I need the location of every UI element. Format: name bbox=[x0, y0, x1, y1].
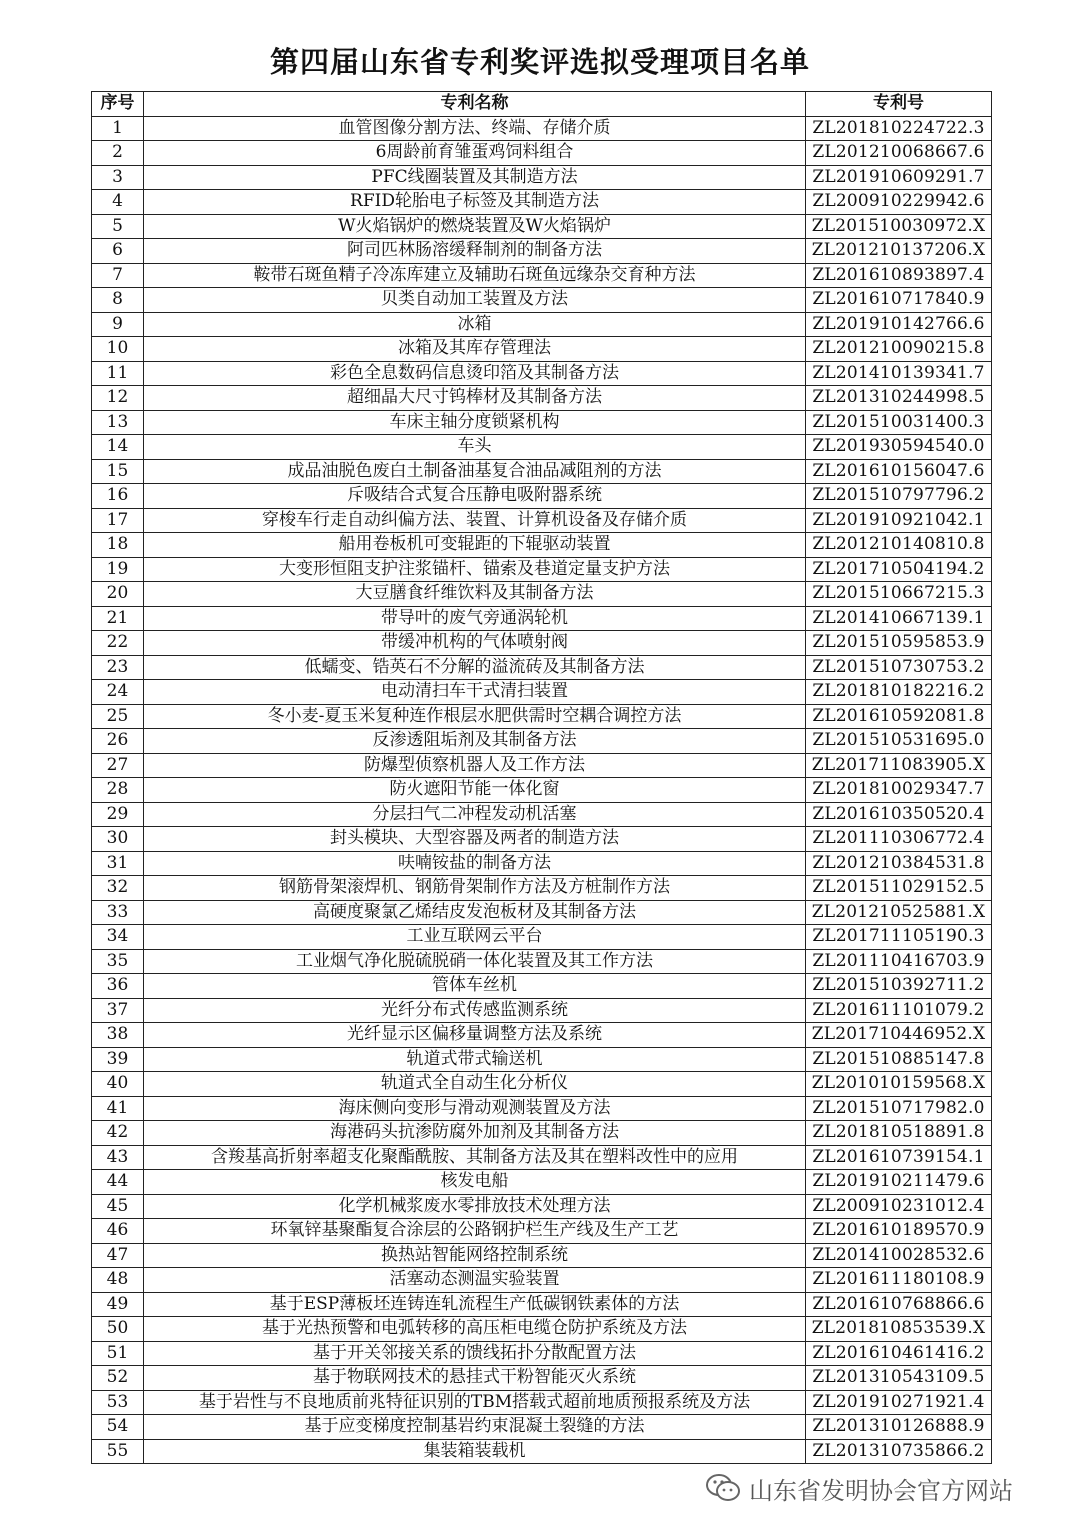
row-patent-name: 封头模块、大型容器及两者的制造方法 bbox=[144, 827, 806, 852]
table-row bbox=[92, 165, 992, 190]
row-index: 40 bbox=[92, 1072, 144, 1097]
table-row bbox=[92, 1121, 992, 1146]
row-index: 9 bbox=[92, 312, 144, 337]
row-index: 50 bbox=[92, 1317, 144, 1342]
row-patent-name: 换热站智能网络控制系统 bbox=[144, 1243, 806, 1268]
table-row bbox=[92, 802, 992, 827]
row-patent-number: ZL201010159568.X bbox=[806, 1072, 992, 1097]
row-index: 25 bbox=[92, 704, 144, 729]
row-patent-number: ZL201410139341.7 bbox=[806, 361, 992, 386]
row-patent-number: ZL201910271921.4 bbox=[806, 1390, 992, 1415]
row-patent-name: 反渗透阻垢剂及其制备方法 bbox=[144, 729, 806, 754]
row-patent-name: 阿司匹林肠溶缓释制剂的制备方法 bbox=[144, 239, 806, 264]
table-row bbox=[92, 1023, 992, 1048]
row-index: 54 bbox=[92, 1415, 144, 1440]
row-patent-number: ZL201110416703.9 bbox=[806, 949, 992, 974]
table-row bbox=[92, 435, 992, 460]
row-patent-number: ZL201711083905.X bbox=[806, 753, 992, 778]
table-header-row bbox=[92, 92, 992, 117]
table-row bbox=[92, 214, 992, 239]
row-patent-name: 集装箱装载机 bbox=[144, 1439, 806, 1464]
row-patent-number: ZL201710446952.X bbox=[806, 1023, 992, 1048]
row-index: 23 bbox=[92, 655, 144, 680]
row-index: 16 bbox=[92, 484, 144, 509]
row-patent-name: 斥吸结合式复合压静电吸附器系统 bbox=[144, 484, 806, 509]
row-patent-number: ZL201410667139.1 bbox=[806, 606, 992, 631]
row-index: 17 bbox=[92, 508, 144, 533]
row-index: 55 bbox=[92, 1439, 144, 1464]
watermark-text: 山东省发明协会官方网站 bbox=[749, 1476, 1013, 1505]
row-patent-name: 防爆型侦察机器人及工作方法 bbox=[144, 753, 806, 778]
row-index: 45 bbox=[92, 1194, 144, 1219]
row-patent-name: 海床侧向变形与滑动观测装置及方法 bbox=[144, 1096, 806, 1121]
table-row bbox=[92, 1390, 992, 1415]
patent-table bbox=[91, 91, 992, 1464]
row-patent-name: 6周龄前育雏蛋鸡饲料组合 bbox=[144, 141, 806, 166]
row-patent-name: 化学机械浆废水零排放技术处理方法 bbox=[144, 1194, 806, 1219]
row-index: 38 bbox=[92, 1023, 144, 1048]
row-index: 2 bbox=[92, 141, 144, 166]
row-index: 36 bbox=[92, 974, 144, 999]
row-patent-name: 基于ESP薄板坯连铸连轧流程生产低碳钢铁素体的方法 bbox=[144, 1292, 806, 1317]
row-patent-name: 工业互联网云平台 bbox=[144, 925, 806, 950]
row-patent-name: PFC线圈装置及其制造方法 bbox=[144, 165, 806, 190]
row-patent-name: 轨道式全自动生化分析仪 bbox=[144, 1072, 806, 1097]
table-row bbox=[92, 1072, 992, 1097]
table-row bbox=[92, 1268, 992, 1293]
row-index: 47 bbox=[92, 1243, 144, 1268]
row-patent-number: ZL200910231012.4 bbox=[806, 1194, 992, 1219]
row-index: 22 bbox=[92, 631, 144, 656]
row-index: 49 bbox=[92, 1292, 144, 1317]
table-row bbox=[92, 778, 992, 803]
table-row bbox=[92, 827, 992, 852]
row-patent-name: W火焰锅炉的燃烧装置及W火焰锅炉 bbox=[144, 214, 806, 239]
row-patent-number: ZL201810182216.2 bbox=[806, 680, 992, 705]
row-patent-name: 基于应变梯度控制基岩约束混凝土裂缝的方法 bbox=[144, 1415, 806, 1440]
row-patent-name: 彩色全息数码信息烫印箔及其制备方法 bbox=[144, 361, 806, 386]
wechat-icon bbox=[705, 1473, 741, 1503]
row-patent-number: ZL201210525881.X bbox=[806, 900, 992, 925]
table-row bbox=[92, 876, 992, 901]
page-title: 第四届山东省专利奖评选拟受理项目名单 bbox=[269, 45, 810, 79]
row-patent-name: 基于光热预警和电弧转移的高压柜电缆仓防护系统及方法 bbox=[144, 1317, 806, 1342]
row-patent-number: ZL201510717982.0 bbox=[806, 1096, 992, 1121]
row-patent-name: 海港码头抗渗防腐外加剂及其制备方法 bbox=[144, 1121, 806, 1146]
row-index: 51 bbox=[92, 1341, 144, 1366]
row-patent-name: 工业烟气净化脱硫脱硝一体化装置及其工作方法 bbox=[144, 949, 806, 974]
row-index: 37 bbox=[92, 998, 144, 1023]
row-patent-number: ZL201210137206.X bbox=[806, 239, 992, 264]
row-patent-number: ZL201210384531.8 bbox=[806, 851, 992, 876]
row-patent-name: 电动清扫车干式清扫装置 bbox=[144, 680, 806, 705]
row-patent-name: 轨道式带式输送机 bbox=[144, 1047, 806, 1072]
row-index: 30 bbox=[92, 827, 144, 852]
table-row bbox=[92, 141, 992, 166]
table-row bbox=[92, 1047, 992, 1072]
header-index: 序号 bbox=[92, 92, 144, 117]
row-patent-number: ZL201610893897.4 bbox=[806, 263, 992, 288]
row-patent-number: ZL201510797796.2 bbox=[806, 484, 992, 509]
row-index: 32 bbox=[92, 876, 144, 901]
row-index: 13 bbox=[92, 410, 144, 435]
table-row bbox=[92, 1341, 992, 1366]
row-index: 52 bbox=[92, 1366, 144, 1391]
table-row bbox=[92, 557, 992, 582]
row-patent-number: ZL201810518891.8 bbox=[806, 1121, 992, 1146]
row-index: 26 bbox=[92, 729, 144, 754]
row-patent-number: ZL201410028532.6 bbox=[806, 1243, 992, 1268]
table-row bbox=[92, 337, 992, 362]
row-patent-number: ZL201310244998.5 bbox=[806, 386, 992, 411]
row-patent-name: 血管图像分割方法、终端、存储介质 bbox=[144, 116, 806, 141]
row-patent-number: ZL201611101079.2 bbox=[806, 998, 992, 1023]
table-row bbox=[92, 484, 992, 509]
row-patent-name: 活塞动态测温实验装置 bbox=[144, 1268, 806, 1293]
row-patent-number: ZL201210090215.8 bbox=[806, 337, 992, 362]
table-row bbox=[92, 312, 992, 337]
row-index: 11 bbox=[92, 361, 144, 386]
row-patent-number: ZL201810029347.7 bbox=[806, 778, 992, 803]
table-row bbox=[92, 1366, 992, 1391]
row-patent-name: 高硬度聚氯乙烯结皮发泡板材及其制备方法 bbox=[144, 900, 806, 925]
table-row bbox=[92, 1170, 992, 1195]
table-row bbox=[92, 680, 992, 705]
row-patent-number: ZL201710504194.2 bbox=[806, 557, 992, 582]
table-row bbox=[92, 851, 992, 876]
table-row bbox=[92, 1439, 992, 1464]
row-patent-number: ZL201510392711.2 bbox=[806, 974, 992, 999]
row-patent-number: ZL201610461416.2 bbox=[806, 1341, 992, 1366]
row-patent-number: ZL201610739154.1 bbox=[806, 1145, 992, 1170]
row-patent-number: ZL201510885147.8 bbox=[806, 1047, 992, 1072]
row-patent-name: 穿梭车行走自动纠偏方法、装置、计算机设备及存储介质 bbox=[144, 508, 806, 533]
row-patent-number: ZL201930594540.0 bbox=[806, 435, 992, 460]
table-row bbox=[92, 533, 992, 558]
row-index: 3 bbox=[92, 165, 144, 190]
row-index: 27 bbox=[92, 753, 144, 778]
row-patent-name: 环氧锌基聚酯复合涂层的公路钢护栏生产线及生产工艺 bbox=[144, 1219, 806, 1244]
table-row bbox=[92, 631, 992, 656]
row-index: 10 bbox=[92, 337, 144, 362]
row-patent-name: 分层扫气二冲程发动机活塞 bbox=[144, 802, 806, 827]
row-patent-number: ZL201510730753.2 bbox=[806, 655, 992, 680]
table-row bbox=[92, 974, 992, 999]
row-patent-number: ZL201611180108.9 bbox=[806, 1268, 992, 1293]
table-row bbox=[92, 1317, 992, 1342]
table-row bbox=[92, 1415, 992, 1440]
row-index: 14 bbox=[92, 435, 144, 460]
row-index: 20 bbox=[92, 582, 144, 607]
row-patent-number: ZL201310543109.5 bbox=[806, 1366, 992, 1391]
row-patent-number: ZL201310126888.9 bbox=[806, 1415, 992, 1440]
table-row bbox=[92, 925, 992, 950]
row-index: 21 bbox=[92, 606, 144, 631]
table-row bbox=[92, 949, 992, 974]
row-patent-number: ZL201610156047.6 bbox=[806, 459, 992, 484]
row-patent-number: ZL201610350520.4 bbox=[806, 802, 992, 827]
row-patent-number: ZL201910211479.6 bbox=[806, 1170, 992, 1195]
row-patent-name: 带导叶的废气旁通涡轮机 bbox=[144, 606, 806, 631]
row-patent-name: 基于开关邻接关系的馈线拓扑分散配置方法 bbox=[144, 1341, 806, 1366]
row-patent-name: 钢筋骨架滚焊机、钢筋骨架制作方法及方桩制作方法 bbox=[144, 876, 806, 901]
row-patent-number: ZL201510030972.X bbox=[806, 214, 992, 239]
table-row bbox=[92, 459, 992, 484]
table-row bbox=[92, 1145, 992, 1170]
row-index: 31 bbox=[92, 851, 144, 876]
table-row bbox=[92, 998, 992, 1023]
row-patent-name: 核发电船 bbox=[144, 1170, 806, 1195]
table-row bbox=[92, 729, 992, 754]
row-patent-number: ZL201510031400.3 bbox=[806, 410, 992, 435]
table-row bbox=[92, 410, 992, 435]
row-patent-name: 鞍带石斑鱼精子冷冻库建立及辅助石斑鱼远缘杂交育种方法 bbox=[144, 263, 806, 288]
row-index: 44 bbox=[92, 1170, 144, 1195]
row-patent-number: ZL201210140810.8 bbox=[806, 533, 992, 558]
row-patent-number: ZL201610717840.9 bbox=[806, 288, 992, 313]
row-patent-number: ZL201910142766.6 bbox=[806, 312, 992, 337]
row-patent-number: ZL201810224722.3 bbox=[806, 116, 992, 141]
row-patent-number: ZL201510667215.3 bbox=[806, 582, 992, 607]
row-patent-name: 超细晶大尺寸钨棒材及其制备方法 bbox=[144, 386, 806, 411]
row-patent-number: ZL201210068667.6 bbox=[806, 141, 992, 166]
table-row bbox=[92, 190, 992, 215]
row-patent-name: 呋喃铵盐的制备方法 bbox=[144, 851, 806, 876]
row-patent-name: 光纤分布式传感监测系统 bbox=[144, 998, 806, 1023]
row-index: 33 bbox=[92, 900, 144, 925]
row-index: 1 bbox=[92, 116, 144, 141]
row-index: 41 bbox=[92, 1096, 144, 1121]
table-row bbox=[92, 361, 992, 386]
row-index: 29 bbox=[92, 802, 144, 827]
row-patent-name: 基于物联网技术的悬挂式干粉智能灭火系统 bbox=[144, 1366, 806, 1391]
table-row bbox=[92, 753, 992, 778]
row-index: 53 bbox=[92, 1390, 144, 1415]
row-index: 7 bbox=[92, 263, 144, 288]
row-patent-number: ZL201610592081.8 bbox=[806, 704, 992, 729]
table-row bbox=[92, 288, 992, 313]
row-patent-name: RFID轮胎电子标签及其制造方法 bbox=[144, 190, 806, 215]
row-patent-name: 大变形恒阻支护注浆锚杆、锚索及巷道定量支护方法 bbox=[144, 557, 806, 582]
row-index: 34 bbox=[92, 925, 144, 950]
table-row bbox=[92, 1096, 992, 1121]
row-patent-name: 冬小麦-夏玉米复种连作根层水肥供需时空耦合调控方法 bbox=[144, 704, 806, 729]
table-row bbox=[92, 655, 992, 680]
row-patent-number: ZL201711105190.3 bbox=[806, 925, 992, 950]
table-row bbox=[92, 900, 992, 925]
row-patent-name: 低蠕变、锆英石不分解的溢流砖及其制备方法 bbox=[144, 655, 806, 680]
row-patent-number: ZL201511029152.5 bbox=[806, 876, 992, 901]
row-index: 28 bbox=[92, 778, 144, 803]
row-patent-name: 成品油脱色废白土制备油基复合油品减阻剂的方法 bbox=[144, 459, 806, 484]
row-patent-name: 基于岩性与不良地质前兆特征识别的TBM搭载式超前地质预报系统及方法 bbox=[144, 1390, 806, 1415]
row-index: 48 bbox=[92, 1268, 144, 1293]
table-row bbox=[92, 508, 992, 533]
row-index: 42 bbox=[92, 1121, 144, 1146]
row-index: 19 bbox=[92, 557, 144, 582]
row-patent-number: ZL201610189570.9 bbox=[806, 1219, 992, 1244]
table-row bbox=[92, 239, 992, 264]
row-patent-name: 贝类自动加工装置及方法 bbox=[144, 288, 806, 313]
row-patent-name: 管体车丝机 bbox=[144, 974, 806, 999]
table-row bbox=[92, 1243, 992, 1268]
row-patent-name: 冰箱及其库存管理法 bbox=[144, 337, 806, 362]
row-index: 18 bbox=[92, 533, 144, 558]
watermark bbox=[705, 1468, 1013, 1508]
row-index: 39 bbox=[92, 1047, 144, 1072]
table-row bbox=[92, 116, 992, 141]
row-index: 35 bbox=[92, 949, 144, 974]
row-patent-name: 带缓冲机构的气体喷射阀 bbox=[144, 631, 806, 656]
row-index: 5 bbox=[92, 214, 144, 239]
row-patent-name: 车头 bbox=[144, 435, 806, 460]
table-row bbox=[92, 606, 992, 631]
table-row bbox=[92, 1219, 992, 1244]
row-index: 4 bbox=[92, 190, 144, 215]
table-row bbox=[92, 1292, 992, 1317]
row-patent-name: 含羧基高折射率超支化聚酯酰胺、其制备方法及其在塑料改性中的应用 bbox=[144, 1145, 806, 1170]
row-patent-number: ZL200910229942.6 bbox=[806, 190, 992, 215]
row-patent-number: ZL201510595853.9 bbox=[806, 631, 992, 656]
row-index: 46 bbox=[92, 1219, 144, 1244]
row-index: 43 bbox=[92, 1145, 144, 1170]
row-patent-name: 冰箱 bbox=[144, 312, 806, 337]
row-patent-number: ZL201910609291.7 bbox=[806, 165, 992, 190]
row-patent-number: ZL201610768866.6 bbox=[806, 1292, 992, 1317]
row-patent-number: ZL201310735866.2 bbox=[806, 1439, 992, 1464]
row-patent-name: 船用卷板机可变辊距的下辊驱动装置 bbox=[144, 533, 806, 558]
row-index: 6 bbox=[92, 239, 144, 264]
table-row bbox=[92, 386, 992, 411]
header-name: 专利名称 bbox=[144, 92, 806, 117]
row-patent-number: ZL201110306772.4 bbox=[806, 827, 992, 852]
row-index: 15 bbox=[92, 459, 144, 484]
row-index: 12 bbox=[92, 386, 144, 411]
table-row bbox=[92, 582, 992, 607]
row-patent-number: ZL201810853539.X bbox=[806, 1317, 992, 1342]
row-index: 8 bbox=[92, 288, 144, 313]
table-row bbox=[92, 263, 992, 288]
row-patent-number: ZL201510531695.0 bbox=[806, 729, 992, 754]
table-row bbox=[92, 1194, 992, 1219]
row-patent-name: 大豆膳食纤维饮料及其制备方法 bbox=[144, 582, 806, 607]
row-patent-name: 防火遮阳节能一体化窗 bbox=[144, 778, 806, 803]
table-row bbox=[92, 704, 992, 729]
row-patent-name: 光纤显示区偏移量调整方法及系统 bbox=[144, 1023, 806, 1048]
row-patent-name: 车床主轴分度锁紧机构 bbox=[144, 410, 806, 435]
header-number: 专利号 bbox=[806, 92, 992, 117]
row-patent-number: ZL201910921042.1 bbox=[806, 508, 992, 533]
row-index: 24 bbox=[92, 680, 144, 705]
